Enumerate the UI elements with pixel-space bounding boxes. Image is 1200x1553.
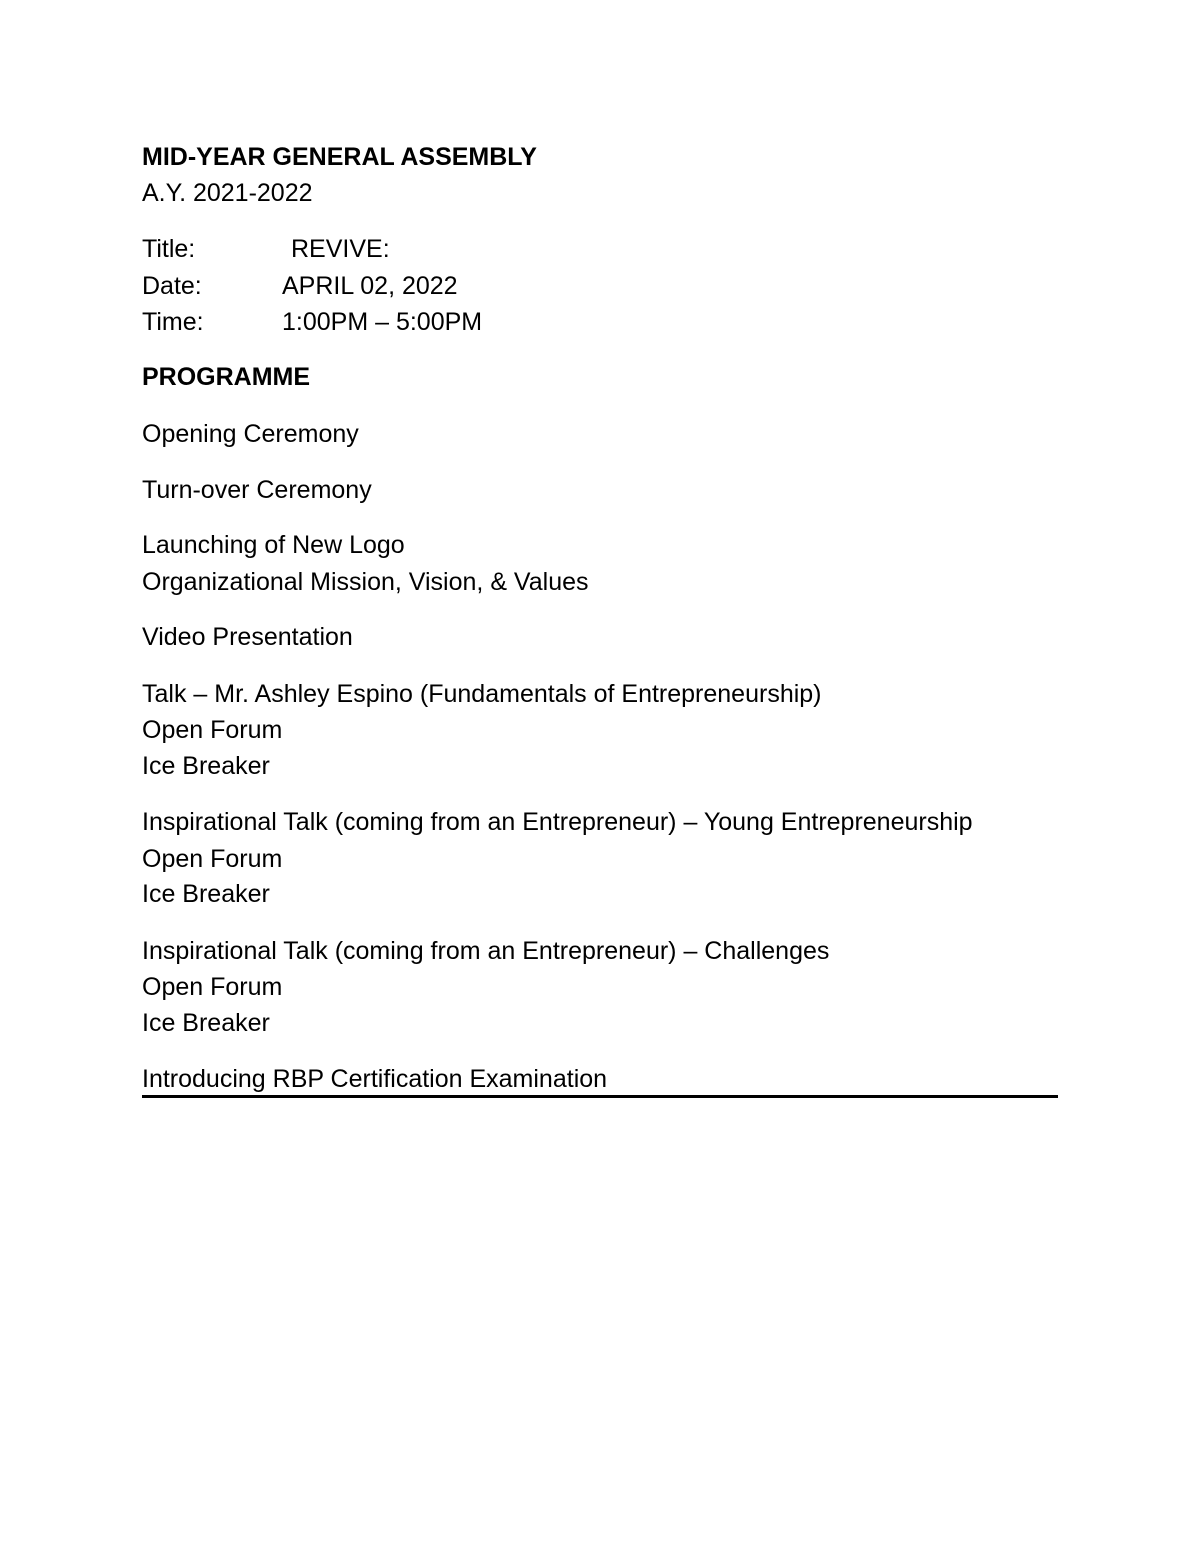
document-title: MID-YEAR GENERAL ASSEMBLY xyxy=(142,143,537,171)
programme-item: Inspirational Talk (coming from an Entrepreneur) – Challenges xyxy=(142,937,830,965)
time-label: Time: xyxy=(142,308,204,336)
programme-item: Opening Ceremony xyxy=(142,420,359,448)
programme-item: Organizational Mission, Vision, & Values xyxy=(142,568,589,596)
time-value: 1:00PM – 5:00PM xyxy=(282,308,483,336)
programme-item: Open Forum xyxy=(142,845,283,873)
date-value: APRIL 02, 2022 xyxy=(282,272,458,300)
date-label: Date: xyxy=(142,272,202,300)
programme-item: Inspirational Talk (coming from an Entrepreneur) – Young Entrepreneurship xyxy=(142,808,973,836)
programme-item: Introducing RBP Certification Examination xyxy=(142,1065,608,1093)
title-value: REVIVE: xyxy=(291,235,390,263)
horizontal-rule xyxy=(142,1095,1058,1098)
programme-heading: PROGRAMME xyxy=(142,363,311,391)
programme-item: Ice Breaker xyxy=(142,1009,270,1037)
programme-item: Ice Breaker xyxy=(142,752,270,780)
programme-item: Video Presentation xyxy=(142,623,353,651)
programme-item: Launching of New Logo xyxy=(142,531,405,559)
programme-item: Open Forum xyxy=(142,716,283,744)
title-label: Title: xyxy=(142,235,196,263)
programme-item: Talk – Mr. Ashley Espino (Fundamentals of Entrepreneurship) xyxy=(142,680,822,708)
programme-item: Ice Breaker xyxy=(142,880,270,908)
academic-year: A.Y. 2021-2022 xyxy=(142,179,313,207)
programme-item: Open Forum xyxy=(142,973,283,1001)
programme-item: Turn-over Ceremony xyxy=(142,476,372,504)
